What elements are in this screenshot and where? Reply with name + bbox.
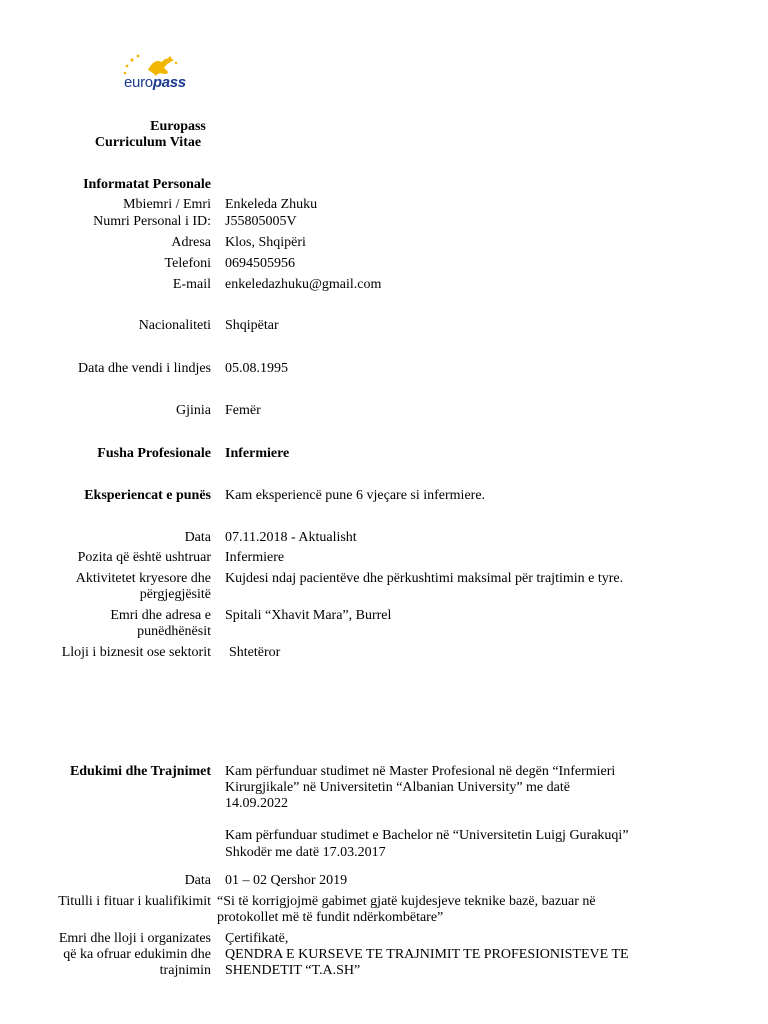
employer-label-line1: Emri dhe adresa e (110, 608, 211, 623)
education-date-label: Data (184, 873, 211, 888)
bachelor-line1: Kam përfunduar studimet e Bachelor në “Universitetin Luigj Gurakuqi” (225, 828, 629, 843)
experience-date-label: Data (184, 530, 211, 545)
experience-value: Kam eksperiencë pune 6 vjeçare si infermiere. (225, 488, 486, 503)
qualification-title-label: Titulli i fituar i kualifikimit (58, 894, 211, 909)
address-label: Adresa (171, 235, 211, 250)
employer-value: Spitali “Xhavit Mara”, Burrel (225, 608, 392, 623)
cv-title-line1: Europass (150, 119, 206, 134)
organization-label-line2: që ka ofruar edukimin dhe (63, 947, 211, 962)
personal-info-heading: Informatat Personale (83, 177, 211, 192)
id-label: Numri Personal i ID: (93, 214, 211, 229)
master-line3: 14.09.2022 (225, 796, 288, 811)
gender-value: Femër (225, 403, 261, 418)
activities-label-line1: Aktivitetet kryesore dhe (75, 571, 211, 586)
address-value: Klos, Shqipëri (225, 235, 306, 250)
profession-label: Fusha Profesionale (97, 446, 211, 461)
bachelor-line2: Shkodër me datë 17.03.2017 (225, 845, 386, 860)
organization-line3: SHENDETIT “T.A.SH” (225, 963, 361, 978)
activities-label-line2: përgjegjësitë (139, 587, 211, 602)
name-label: Mbiemri / Emri (123, 197, 211, 212)
europass-wordmark: europass (124, 74, 186, 91)
employer-label-line2: punëdhënësit (137, 624, 211, 639)
sector-value: Shtetëror (229, 645, 281, 660)
organization-label-line1: Emri dhe lloji i organizates (58, 931, 211, 946)
education-date-value: 01 – 02 Qershor 2019 (225, 873, 348, 888)
name-value: Enkeleda Zhuku (225, 197, 318, 212)
email-label: E-mail (172, 277, 211, 292)
activities-value: Kujdesi ndaj pacientëve dhe përkushtimi maksimal për trajtimin e tyre. (225, 571, 624, 586)
qualification-title-line2: protokollet më të fundit ndërkombëtare” (217, 910, 444, 925)
education-label: Edukimi dhe Trajnimet (69, 764, 211, 779)
organization-line1: Çertifikatë, (225, 931, 289, 946)
birth-value: 05.08.1995 (225, 361, 288, 376)
master-line2: Kirurgjikale” në Universitetin “Albanian University” me datë (225, 780, 570, 795)
id-value: J55805005V (225, 214, 297, 229)
sector-label: Lloji i biznesit ose sektorit (61, 645, 211, 660)
profession-value: Infermiere (225, 446, 290, 461)
cv-title-line2: Curriculum Vitae (94, 135, 202, 150)
birth-label: Data dhe vendi i lindjes (78, 361, 211, 376)
email-value[interactable]: enkeledazhuku@gmail.com (225, 277, 382, 292)
experience-label: Eksperiencat e punës (84, 488, 211, 503)
europass-logo (118, 52, 208, 100)
qualification-title-line1: “Si të korrigjojmë gabimet gjatë kujdesjeve teknike bazë, bazuar në (217, 894, 596, 909)
organization-label-line3: trajnimin (159, 963, 211, 978)
position-label: Pozita që është ushtruar (77, 550, 211, 565)
master-line1: Kam përfunduar studimet në Master Profesional në degën “Infermieri (225, 764, 616, 779)
nationality-value: Shqipëtar (225, 318, 279, 333)
phone-value: 0694505956 (225, 256, 295, 271)
phone-label: Telefoni (164, 256, 211, 271)
gender-label: Gjinia (176, 403, 211, 418)
position-value: Infermiere (225, 550, 285, 565)
nationality-label: Nacionaliteti (138, 318, 211, 333)
organization-line2: QENDRA E KURSEVE TE TRAJNIMIT TE PROFESIONISTEVE TE (225, 947, 629, 962)
experience-date-value: 07.11.2018 - Aktualisht (225, 530, 357, 545)
